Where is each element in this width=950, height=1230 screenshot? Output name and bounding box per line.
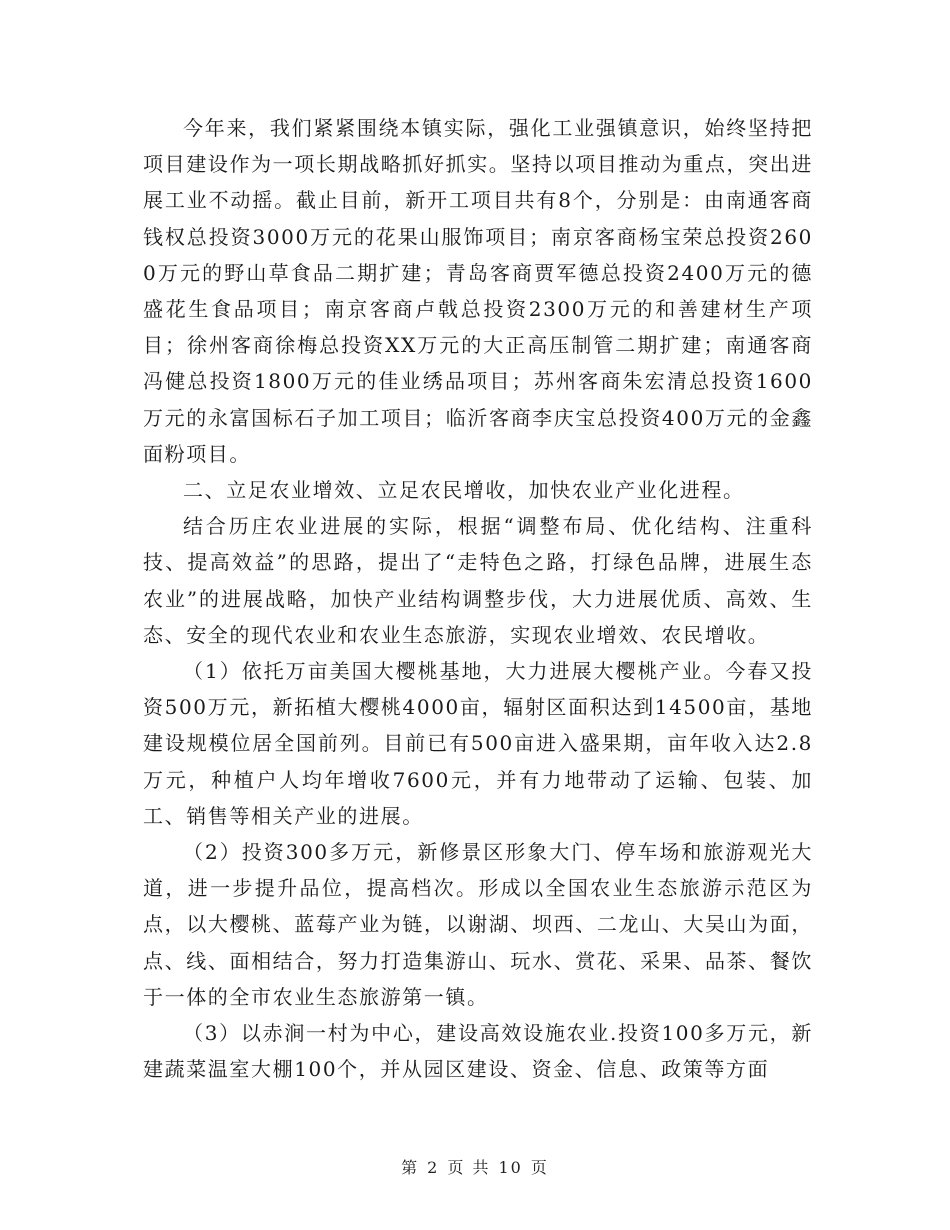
paragraph-agriculture-strategy: 结合历庄农业进展的实际，根据“调整布局、优化结构、注重科技、提高效益”的思路，提出了“走特色之路，打绿色品牌，进展生态农业”的进展战略，加快产业结构调整步伐，大力进展优质、高效、生态、安全的现代农业和农业生态旅游，实现农业增效、农民增收。 [143,514,813,647]
footer-suffix: 页 [530,1158,549,1177]
footer-middle: 页 共 [447,1158,491,1177]
page-number-footer [0,1155,950,1178]
footer-prefix: 第 [401,1158,420,1177]
paragraph-industry-projects: 今年来，我们紧紧围绕本镇实际，强化工业强镇意识，始终坚持把项目建设作为一项长期战略抓好抓实。坚持以项目推动为重点，突出进展工业不动摇。截止目前，新开工项目共有8个，分别是：由南通客商钱权总投资3000万元的花果山服饰项目；南京客商杨宝荣总投资2600万元的野山草食品二期扩建；青岛客商贾军德总投资2400万元的德盛花生食品项目；南京客商卢戟总投资2300万元的和善建材生产项目；徐州客商徐梅总投资XX万元的大正高压制管二期扩建；南通客商冯健总投资1800万元的佳业绣品项目；苏州客商朱宏清总投资1600万元的永富国标石子加工项目；临沂客商李庆宝总投资400万元的金鑫面粉项目。 [143,116,813,466]
paragraph-item-2-tourism: （2）投资300多万元，新修景区形象大门、停车场和旅游观光大道，进一步提升品位，提高档次。形成以全国农业生态旅游示范区为点，以大樱桃、蓝莓产业为链，以谢湖、坝西、二龙山、大吴山为面，点、线、面相结合，努力打造集游山、玩水、赏花、采果、品茶、餐饮于一体的全市农业生态旅游第一镇。 [143,840,813,1009]
footer-current-page: 2 [427,1158,440,1177]
footer-total-pages: 10 [498,1158,523,1177]
section-heading-agriculture: 二、立足农业增效、立足农民增收，加快农业产业化进程。 [183,478,745,503]
paragraph-item-1-cherry: （1）依托万亩美国大樱桃基地，大力进展大樱桃产业。今春又投资500万元，新拓植大樱桃4000亩，辐射区面积达到14500亩，基地建设规模位居全国前列。目前已有500亩进入盛果期，亩年收入达2.8万元，种植户人均年增收7600元，并有力地带动了运输、包装、加工、销售等相关产业的进展。 [143,659,813,828]
document-body [143,110,813,1087]
paragraph-item-3-facility-agriculture: （3）以赤涧一村为中心，建设高效设施农业.投资100多万元，新建蔬菜温室大棚100个，并从园区建设、资金、信息、政策等方面 [143,1021,813,1082]
